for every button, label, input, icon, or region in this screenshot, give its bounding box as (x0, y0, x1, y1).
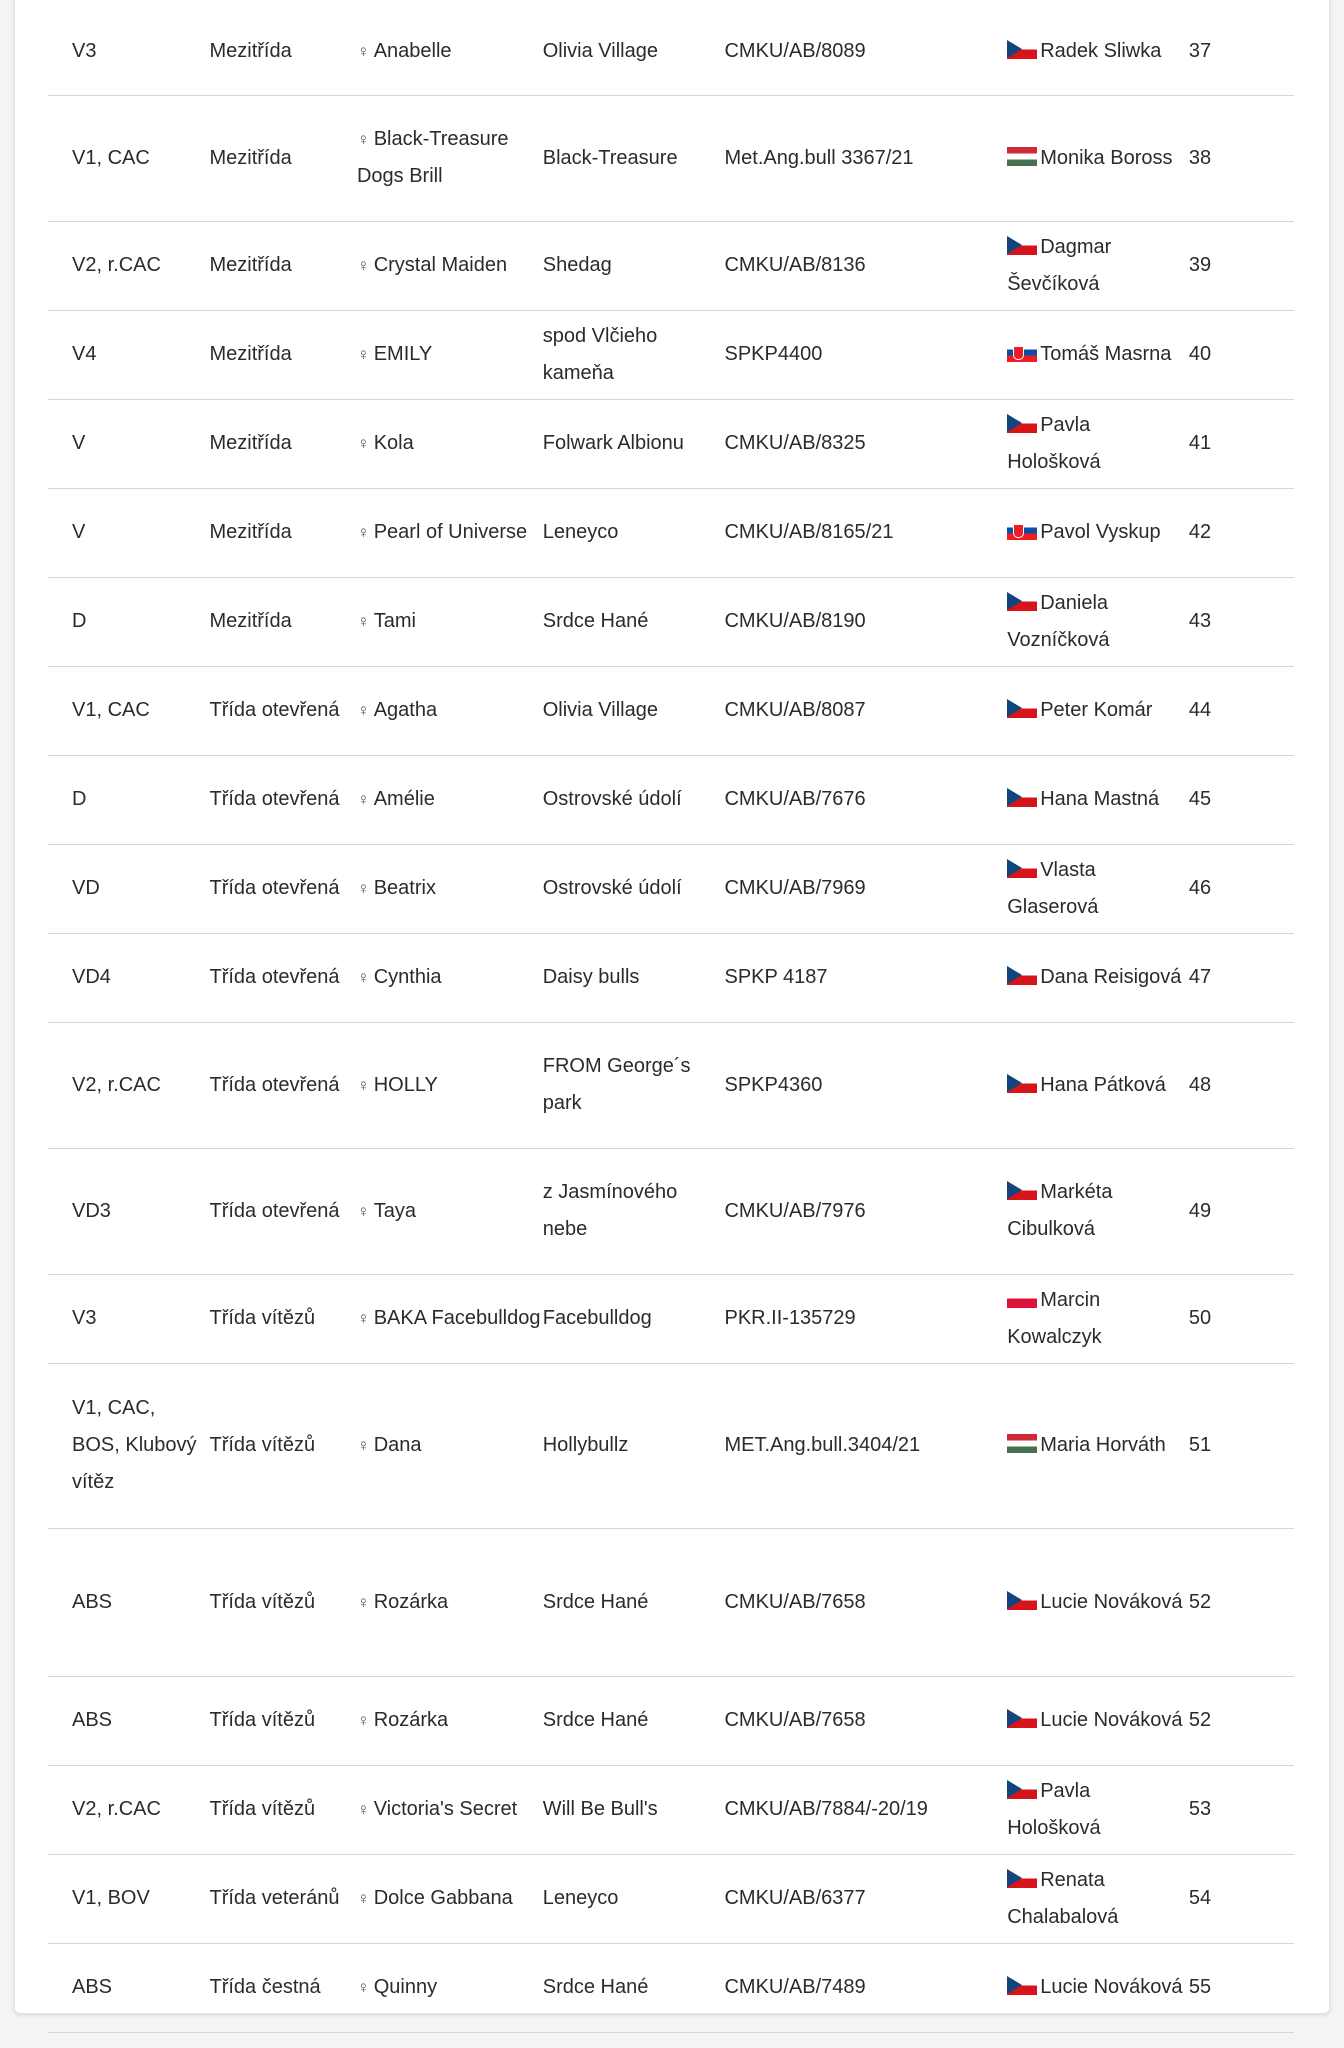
kennel-cell: Black-Treasure (543, 95, 725, 221)
female-sex-icon: ♀ (356, 41, 370, 61)
catalog-number-cell: 39 (1187, 221, 1294, 310)
flag-sk-icon (1007, 343, 1037, 362)
kennel-cell: Shedag (543, 221, 725, 310)
registration-cell: CMKU/AB/8136 (724, 221, 1007, 310)
dog-name: BAKA Facebulldog (373, 1307, 541, 1329)
table-row (48, 1676, 1294, 1765)
owner-name: Lucie Nováková (1040, 1976, 1183, 1998)
table-row (48, 577, 1294, 666)
registration-cell: SPKP 4187 (724, 933, 1007, 1022)
class-cell: Mezitřída (203, 221, 356, 310)
dog-name: Crystal Maiden (373, 254, 508, 276)
table-row (48, 488, 1294, 577)
rank-cell: V3 (48, 1274, 203, 1363)
owner-cell (1007, 755, 1187, 844)
registration-cell: SPKP4360 (724, 1022, 1007, 1148)
flag-cz-icon (1007, 1869, 1037, 1888)
female-sex-icon: ♀ (356, 434, 370, 453)
rank-cell: ABS (48, 1676, 203, 1765)
catalog-number-cell: 37 (1187, 8, 1294, 95)
dog-name: Anabelle (373, 39, 452, 62)
dog-name: Black-Treasure Dogs Brill (356, 128, 509, 187)
owner-cell (1007, 8, 1187, 95)
dog-name-cell (357, 221, 543, 310)
catalog-number-cell: 42 (1187, 488, 1294, 577)
catalog-number-cell: 52 (1187, 1676, 1294, 1765)
rank-cell: V2, r.CAC (48, 1022, 203, 1148)
registration-cell: CMKU/AB/7976 (724, 1148, 1007, 1274)
kennel-cell: Facebulldog (543, 1274, 725, 1363)
class-cell: Třída otevřená (203, 1148, 356, 1274)
results-table-body (48, 8, 1294, 2032)
catalog-number-cell: 52 (1187, 1528, 1294, 1676)
dog-name-cell (357, 1274, 543, 1363)
class-cell: Mezitřída (203, 488, 356, 577)
registration-cell: CMKU/AB/8087 (724, 666, 1007, 755)
rank-cell: V (48, 488, 203, 577)
rank-cell: V4 (48, 310, 203, 399)
owner-name: Maria Horváth (1040, 1434, 1166, 1456)
class-cell: Třída otevřená (203, 844, 356, 933)
dog-name-cell (357, 577, 543, 666)
results-table (48, 8, 1294, 2033)
dog-name-cell (357, 933, 543, 1022)
owner-cell (1007, 1148, 1187, 1274)
dog-name-cell (357, 1676, 543, 1765)
owner-name: Lucie Nováková (1040, 1709, 1183, 1731)
catalog-number-cell: 45 (1187, 755, 1294, 844)
table-row (48, 755, 1294, 844)
owner-name: Renata Chalabalová (1007, 1868, 1119, 1928)
dog-name: Amélie (373, 788, 435, 810)
female-sex-icon: ♀ (356, 1800, 370, 1819)
dog-name-cell (357, 1854, 543, 1943)
catalog-number-cell: 51 (1187, 1363, 1294, 1528)
owner-name: Hana Pátková (1040, 1073, 1166, 1096)
flag-cz-icon (1007, 592, 1037, 611)
dog-name: Victoria's Secret (373, 1798, 518, 1820)
dog-name: Quinny (373, 1976, 438, 1998)
female-sex-icon: ♀ (356, 1436, 370, 1455)
rank-cell: D (48, 755, 203, 844)
owner-name: Daniela Vozníčková (1007, 591, 1110, 651)
kennel-cell: Will Be Bull's (543, 1765, 725, 1854)
owner-name: Radek Sliwka (1040, 39, 1162, 62)
catalog-number-cell: 49 (1187, 1148, 1294, 1274)
female-sex-icon: ♀ (356, 1711, 370, 1730)
dog-name: Cynthia (373, 966, 442, 988)
catalog-number-cell: 48 (1187, 1022, 1294, 1148)
flag-cz-icon (1007, 788, 1037, 807)
female-sex-icon: ♀ (356, 1978, 370, 1997)
rank-cell: ABS (48, 1528, 203, 1676)
flag-cz-icon (1007, 414, 1037, 433)
owner-cell (1007, 1022, 1187, 1148)
kennel-cell: Srdce Hané (543, 1528, 725, 1676)
class-cell: Třída otevřená (203, 755, 356, 844)
kennel-cell: Srdce Hané (543, 1943, 725, 2032)
owner-name: Vlasta Glaserová (1007, 858, 1099, 918)
rank-cell: V3 (48, 8, 203, 95)
kennel-cell: Olivia Village (543, 8, 725, 95)
owner-cell (1007, 577, 1187, 666)
class-cell: Třída otevřená (203, 933, 356, 1022)
owner-name: Pavla Hološková (1007, 413, 1101, 473)
dog-name-cell (357, 488, 543, 577)
table-row (48, 1765, 1294, 1854)
class-cell: Mezitřída (203, 95, 356, 221)
table-row (48, 1274, 1294, 1363)
rank-cell: V2, r.CAC (48, 221, 203, 310)
flag-cz-icon (1007, 1591, 1037, 1610)
table-row (48, 1854, 1294, 1943)
class-cell: Mezitřída (203, 577, 356, 666)
dog-name-cell (357, 844, 543, 933)
rank-cell: D (48, 577, 203, 666)
owner-name: Peter Komár (1040, 699, 1153, 721)
table-row (48, 399, 1294, 488)
kennel-cell: Srdce Hané (543, 577, 725, 666)
owner-cell (1007, 221, 1187, 310)
female-sex-icon: ♀ (356, 1889, 370, 1908)
kennel-cell: Daisy bulls (543, 933, 725, 1022)
female-sex-icon: ♀ (356, 345, 370, 364)
female-sex-icon: ♀ (356, 968, 370, 987)
class-cell: Třída veteránů (203, 1854, 356, 1943)
class-cell: Třída otevřená (203, 666, 356, 755)
owner-cell (1007, 399, 1187, 488)
class-cell: Mezitřída (203, 310, 356, 399)
table-row (48, 666, 1294, 755)
catalog-number-cell: 38 (1187, 95, 1294, 221)
rank-cell: V1, CAC, BOS, Klubový vítěz (48, 1363, 203, 1528)
table-row (48, 1528, 1294, 1676)
class-cell: Třída vítězů (203, 1676, 356, 1765)
kennel-cell: Ostrovské údolí (543, 755, 725, 844)
owner-name: Hana Mastná (1040, 788, 1160, 810)
owner-cell (1007, 666, 1187, 755)
registration-cell: CMKU/AB/8089 (724, 8, 1007, 95)
owner-cell (1007, 488, 1187, 577)
class-cell: Mezitřída (203, 399, 356, 488)
table-row (48, 1022, 1294, 1148)
registration-cell: MET.Ang.bull.3404/21 (724, 1363, 1007, 1528)
table-row (48, 221, 1294, 310)
flag-cz-icon (1007, 1780, 1037, 1799)
catalog-number-cell: 44 (1187, 666, 1294, 755)
catalog-number-cell: 40 (1187, 310, 1294, 399)
dog-name: Agatha (373, 699, 438, 721)
kennel-cell: Olivia Village (543, 666, 725, 755)
dog-name-cell (357, 399, 543, 488)
dog-name-cell (357, 1148, 543, 1274)
owner-cell (1007, 844, 1187, 933)
flag-cz-icon (1007, 1976, 1037, 1995)
registration-cell: CMKU/AB/7676 (724, 755, 1007, 844)
rank-cell: V1, BOV (48, 1854, 203, 1943)
female-sex-icon: ♀ (356, 1201, 370, 1221)
owner-name: Pavol Vyskup (1040, 521, 1161, 543)
owner-cell (1007, 1676, 1187, 1765)
dog-name-cell (357, 1765, 543, 1854)
dog-name: HOLLY (373, 1073, 438, 1096)
owner-cell (1007, 933, 1187, 1022)
owner-cell (1007, 1765, 1187, 1854)
owner-name: Dagmar Ševčíková (1007, 235, 1112, 295)
registration-cell: CMKU/AB/7489 (724, 1943, 1007, 2032)
owner-cell (1007, 310, 1187, 399)
kennel-cell: z Jasmínového nebe (543, 1148, 725, 1274)
owner-cell (1007, 1363, 1187, 1528)
class-cell: Třída vítězů (203, 1274, 356, 1363)
owner-name: Marcin Kowalczyk (1007, 1288, 1102, 1348)
registration-cell: CMKU/AB/8190 (724, 577, 1007, 666)
catalog-number-cell: 53 (1187, 1765, 1294, 1854)
flag-cz-icon (1007, 1181, 1037, 1200)
registration-cell: CMKU/AB/7884/-20/19 (724, 1765, 1007, 1854)
rank-cell: ABS (48, 1943, 203, 2032)
class-cell: Třída vítězů (203, 1363, 356, 1528)
kennel-cell: Ostrovské údolí (543, 844, 725, 933)
dog-name: Tami (373, 610, 416, 632)
female-sex-icon: ♀ (356, 612, 370, 631)
rank-cell: V1, CAC (48, 666, 203, 755)
owner-cell (1007, 1943, 1187, 2032)
owner-name: Tomáš Masrna (1040, 343, 1172, 365)
flag-cz-icon (1007, 40, 1037, 59)
registration-cell: SPKP4400 (724, 310, 1007, 399)
kennel-cell: spod Vlčieho kameňa (543, 310, 725, 399)
table-row (48, 933, 1294, 1022)
owner-name: Pavla Hološková (1007, 1779, 1101, 1839)
class-cell: Třída otevřená (203, 1022, 356, 1148)
class-cell: Třída vítězů (203, 1528, 356, 1676)
flag-cz-icon (1007, 859, 1037, 878)
flag-cz-icon (1007, 699, 1037, 718)
dog-name: Beatrix (373, 877, 436, 899)
dog-name-cell (357, 755, 543, 844)
class-cell: Mezitřída (203, 8, 356, 95)
table-row (48, 310, 1294, 399)
owner-name: Lucie Nováková (1040, 1590, 1183, 1613)
dog-name: Rozárka (373, 1709, 449, 1731)
dog-name-cell (357, 95, 543, 221)
flag-sk-icon (1007, 521, 1037, 540)
table-row (48, 1148, 1294, 1274)
dog-name: EMILY (373, 343, 433, 365)
rank-cell: VD4 (48, 933, 203, 1022)
owner-name: Dana Reisigová (1040, 966, 1182, 988)
owner-name: Markéta Cibulková (1007, 1181, 1113, 1240)
registration-cell: CMKU/AB/8165/21 (724, 488, 1007, 577)
table-row (48, 1363, 1294, 1528)
registration-cell: PKR.II-135729 (724, 1274, 1007, 1363)
dog-name-cell (357, 1022, 543, 1148)
female-sex-icon: ♀ (356, 1075, 370, 1095)
female-sex-icon: ♀ (356, 130, 370, 149)
rank-cell: V1, CAC (48, 95, 203, 221)
owner-cell (1007, 95, 1187, 221)
female-sex-icon: ♀ (356, 879, 370, 898)
flag-cz-icon (1007, 1709, 1037, 1728)
class-cell: Třída čestná (203, 1943, 356, 2032)
flag-pl-icon (1007, 1289, 1037, 1308)
table-row (48, 95, 1294, 221)
owner-cell (1007, 1854, 1187, 1943)
dog-name: Taya (373, 1199, 416, 1222)
dog-name: Dana (373, 1434, 422, 1456)
rank-cell: VD3 (48, 1148, 203, 1274)
dog-name: Rozárka (373, 1590, 449, 1613)
class-cell: Třída vítězů (203, 1765, 356, 1854)
table-row (48, 1943, 1294, 2032)
kennel-cell: Srdce Hané (543, 1676, 725, 1765)
registration-cell: CMKU/AB/7969 (724, 844, 1007, 933)
owner-name: Monika Boross (1040, 146, 1173, 169)
female-sex-icon: ♀ (356, 701, 370, 720)
kennel-cell: Leneyco (543, 488, 725, 577)
registration-cell: CMKU/AB/6377 (724, 1854, 1007, 1943)
catalog-number-cell: 47 (1187, 933, 1294, 1022)
dog-name-cell (357, 666, 543, 755)
kennel-cell: Hollybullz (543, 1363, 725, 1528)
female-sex-icon: ♀ (356, 1592, 370, 1612)
dog-name-cell (357, 1363, 543, 1528)
flag-hu-icon (1007, 1434, 1037, 1453)
registration-cell: CMKU/AB/7658 (724, 1676, 1007, 1765)
female-sex-icon: ♀ (356, 790, 370, 809)
dog-name-cell (357, 1528, 543, 1676)
table-row (48, 8, 1294, 95)
flag-cz-icon (1007, 966, 1037, 985)
kennel-cell: FROM George´s park (543, 1022, 725, 1148)
dog-name: Dolce Gabbana (373, 1887, 513, 1909)
flag-cz-icon (1007, 1074, 1037, 1093)
catalog-number-cell: 55 (1187, 1943, 1294, 2032)
catalog-number-cell: 54 (1187, 1854, 1294, 1943)
dog-name: Kola (373, 432, 414, 454)
female-sex-icon: ♀ (356, 256, 370, 275)
flag-cz-icon (1007, 236, 1037, 255)
rank-cell: V2, r.CAC (48, 1765, 203, 1854)
catalog-number-cell: 50 (1187, 1274, 1294, 1363)
flag-hu-icon (1007, 147, 1037, 166)
dog-name-cell (357, 8, 543, 95)
catalog-number-cell: 46 (1187, 844, 1294, 933)
kennel-cell: Folwark Albionu (543, 399, 725, 488)
registration-cell: CMKU/AB/8325 (724, 399, 1007, 488)
rank-cell: V (48, 399, 203, 488)
catalog-number-cell: 43 (1187, 577, 1294, 666)
kennel-cell: Leneyco (543, 1854, 725, 1943)
registration-cell: Met.Ang.bull 3367/21 (724, 95, 1007, 221)
table-row (48, 844, 1294, 933)
catalog-number-cell: 41 (1187, 399, 1294, 488)
female-sex-icon: ♀ (356, 1309, 370, 1328)
rank-cell: VD (48, 844, 203, 933)
female-sex-icon: ♀ (356, 523, 370, 542)
owner-cell (1007, 1528, 1187, 1676)
dog-name: Pearl of Universe (373, 521, 528, 543)
owner-cell (1007, 1274, 1187, 1363)
dog-name-cell (357, 1943, 543, 2032)
dog-name-cell (357, 310, 543, 399)
registration-cell: CMKU/AB/7658 (724, 1528, 1007, 1676)
